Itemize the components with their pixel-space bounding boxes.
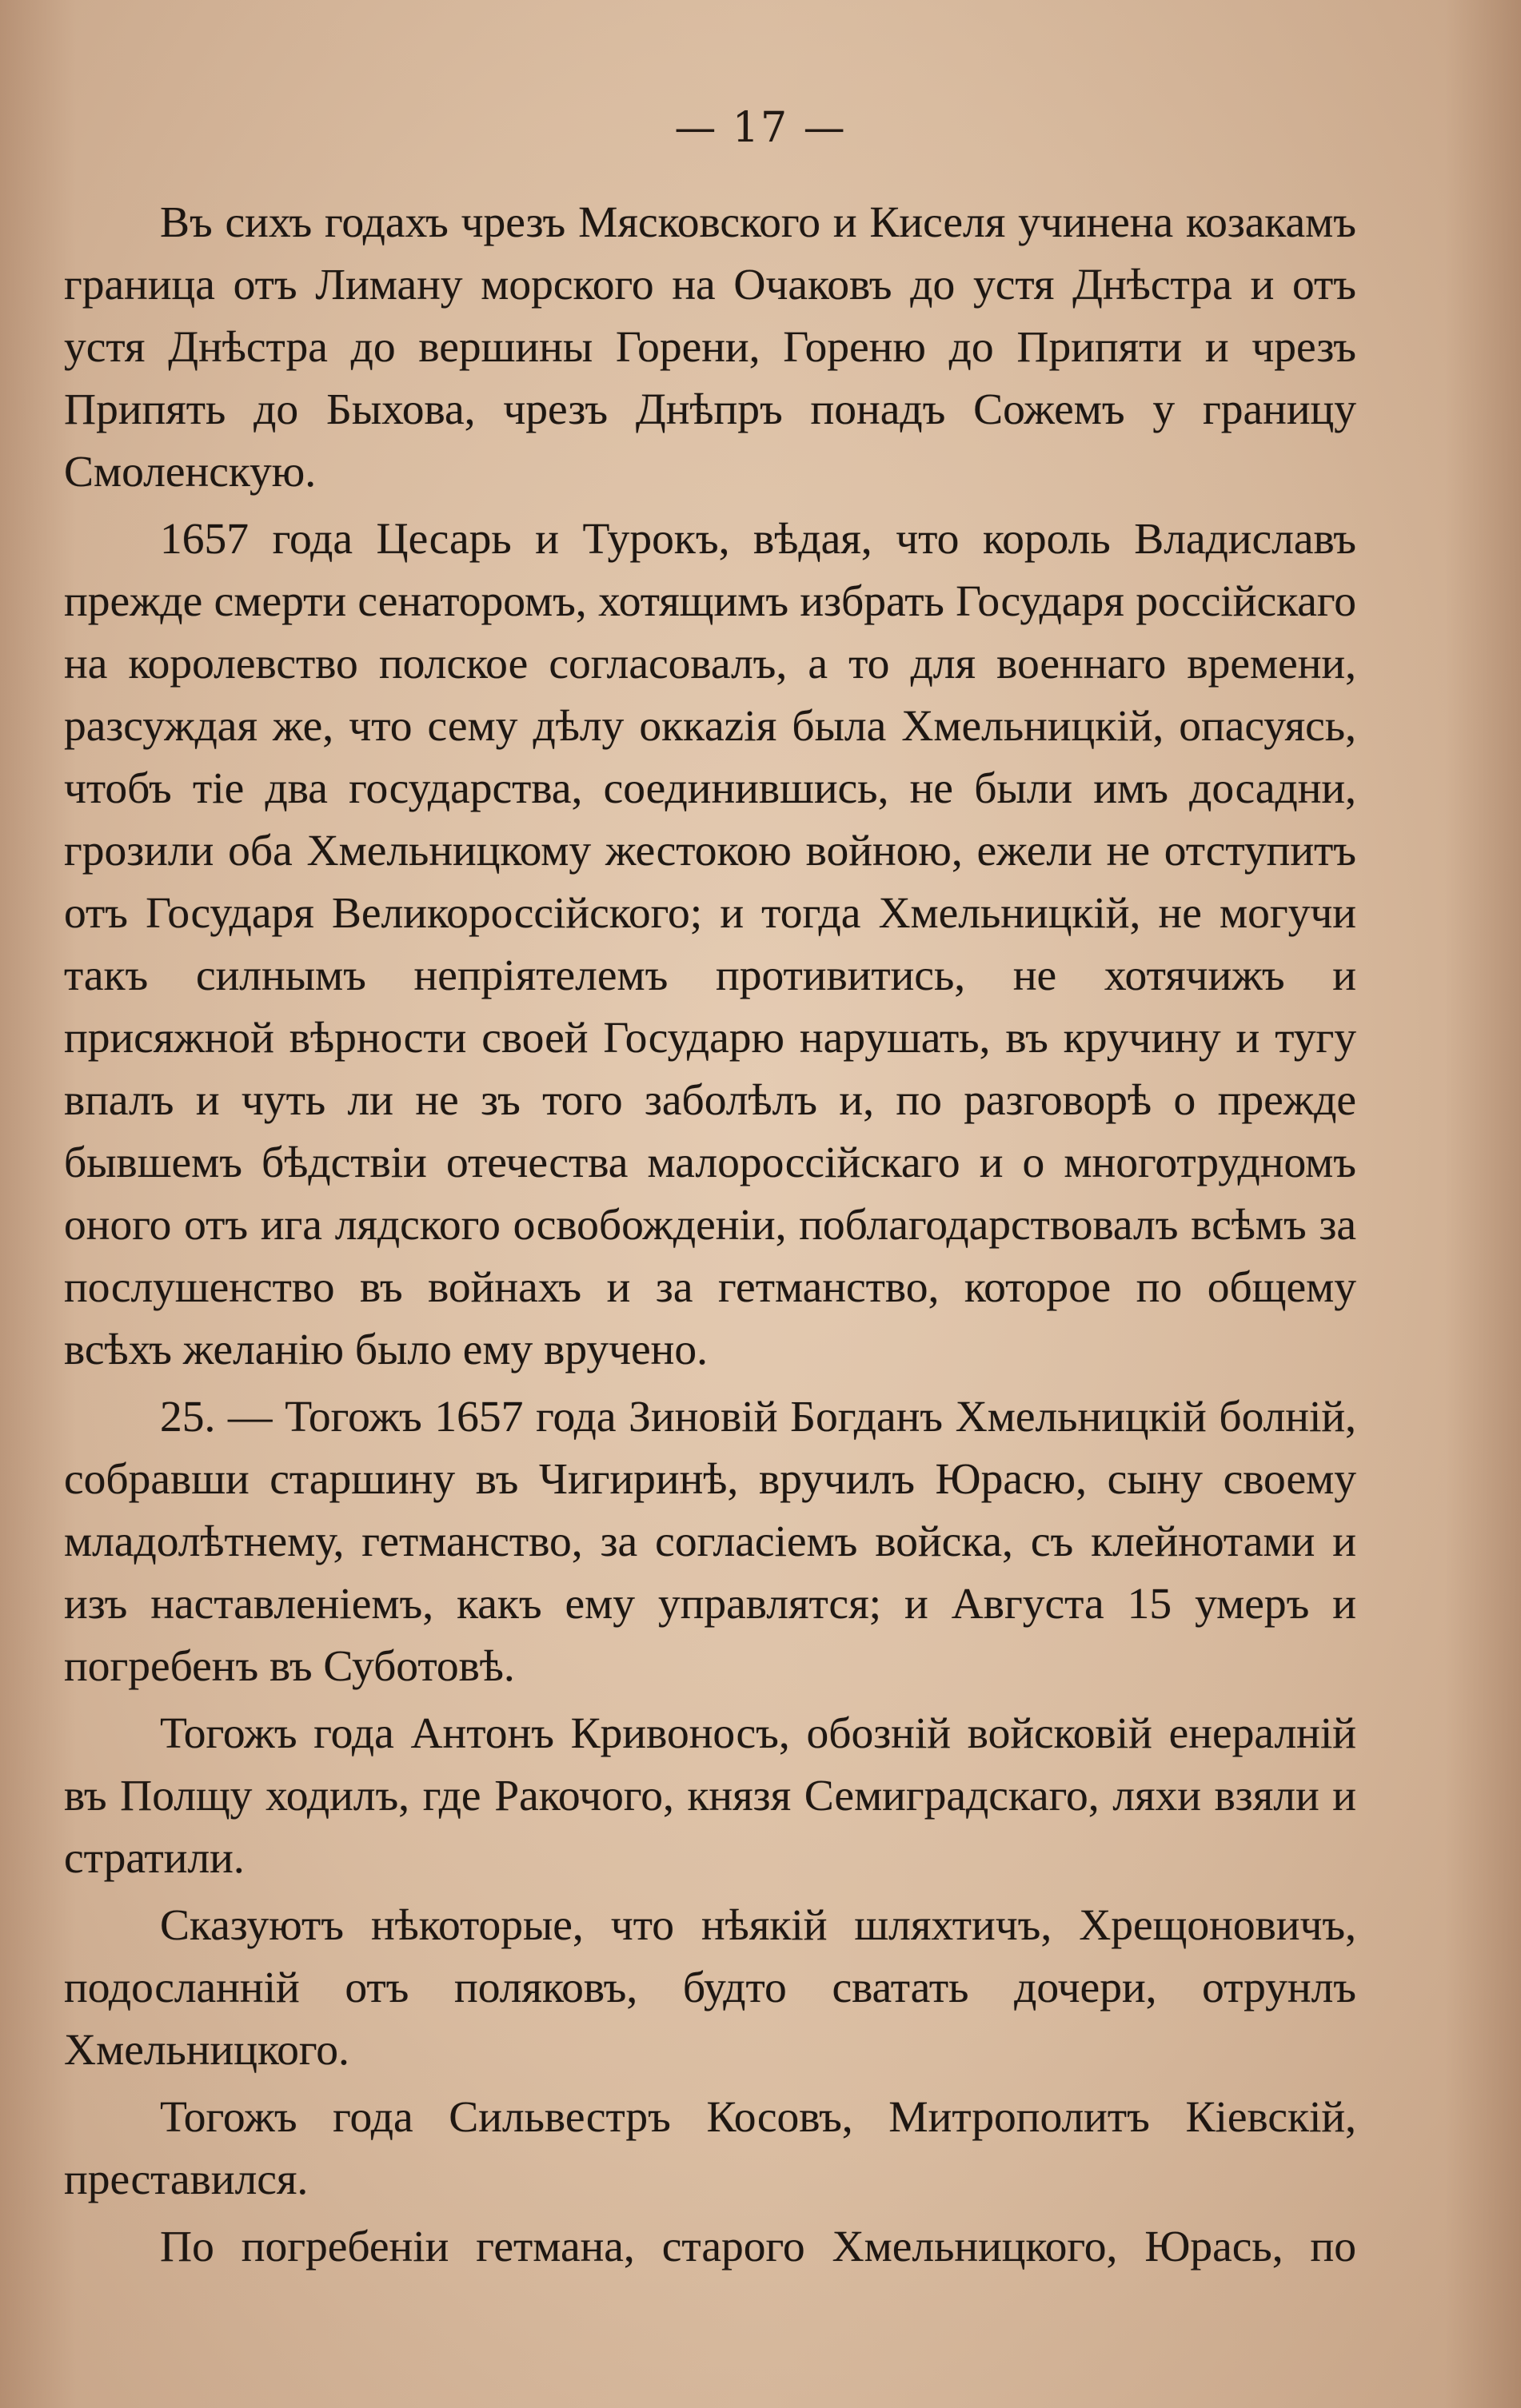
- paragraph-25-succession: 25. — Тогожъ 1657 года Зиновій Богданъ Хмельницкій болній, собравши старшину въ Чигиринѣ, вручилъ Юрасю, сыну своему младолѣтнему, гетманство, за согласіемъ войска, съ клейнотами и изъ наставленіемъ, какъ ему управлятся; и Августа 15 умеръ и погребенъ въ Суботовѣ.: [64, 1393, 1356, 1691]
- paragraph-krivonos: Тогожъ года Антонъ Кривоносъ, обозній войсковій енералній въ Полщу ходилъ, где Ракочого, князя Семиградскаго, ляхи взяли и стратили.: [64, 1709, 1356, 1883]
- paragraph-poisoning-rumor: Сказуютъ нѣкоторые, что нѣякій шляхтичъ, Хрещоновичъ, подосланній отъ поляковъ, будто сватать дочери, отрунлъ Хмельницкого.: [64, 1901, 1356, 2075]
- body-text: [64, 192, 1356, 2283]
- paragraph-after-burial: По погребеніи гетмана, старого Хмельницкого, Юрась, по: [160, 2223, 1356, 2271]
- page-number: — 17 —: [674, 104, 847, 152]
- paragraph-metropolitan-kosov: Тогожъ года Сильвестръ Косовъ, Митрополитъ Кіевскій, преставился.: [64, 2093, 1356, 2204]
- paragraph-border-demarcation: Въ сихъ годахъ чрезъ Мясковского и Киселя учинена козакамъ граница отъ Лиману морского на Очаковъ до устя Днѣстра и отъ устя Днѣстра до вершины Горени, Гореню до Припяти и чрезъ Припять до Быхова, чрезъ Днѣпръ понадъ Сожемъ у границу Смоленскую.: [64, 198, 1356, 496]
- paragraph-1657-threats: 1657 года Цесарь и Турокъ, вѣдая, что король Владиславъ прежде смерти сенаторомъ, хотящимъ избрать Государя россійскаго на королевство полское согласовалъ, а то для военнаго времени, разсуждая же, что сему дѣлу оккazія была Хмельницкій, опасуясь, чтобъ тіе два государства, соединившись, не были имъ досадни, грозили оба Хмельницкому жестокою войною, ежели не отступитъ отъ Государя Великороссійского; и тогда Хмельницкій, не могучи такъ силнымъ непріятелемъ противитись, не хотячижъ и присяжной вѣрности своей Государю нарушать, въ кручину и тугу впалъ и чуть ли не зъ того заболѣлъ и, по разговорѣ о прежде бывшемъ бѣдствіи отечества малороссійскаго и о многотрудномъ оного отъ ига лядского освобожденіи, поблагодарствовалъ всѣмъ за послушенство въ войнахъ и за гетманство, которое по общему всѣхъ желанію было ему вручено.: [64, 515, 1356, 1374]
